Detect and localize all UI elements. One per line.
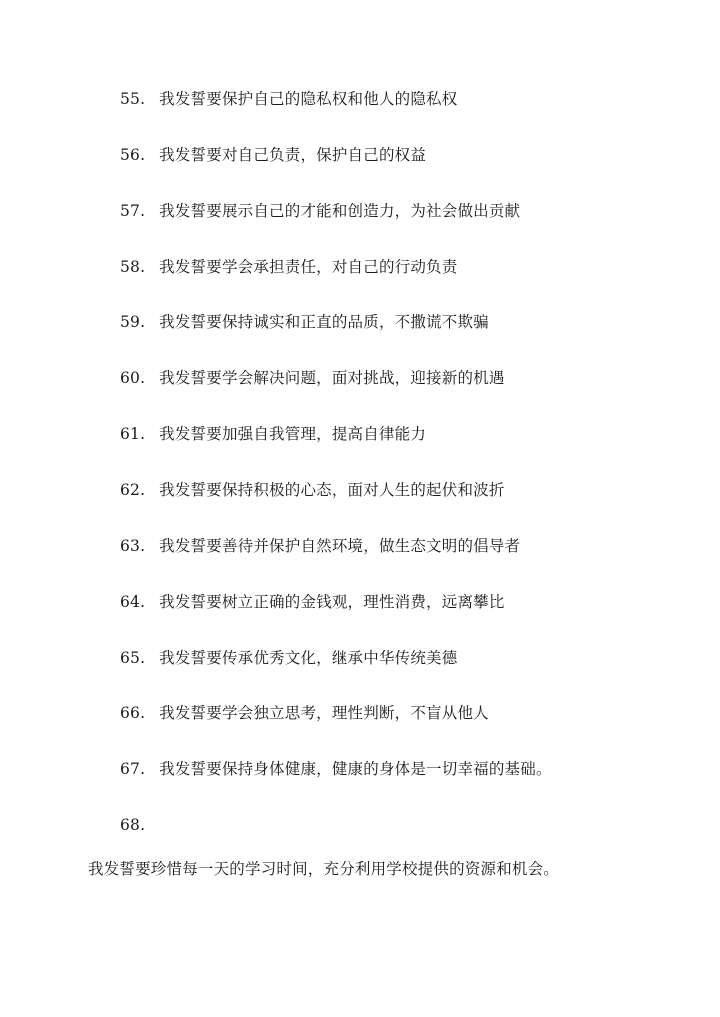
item-number: 66. <box>120 704 146 722</box>
item-text: 我发誓要树立正确的金钱观，理性消费，远离攀比 <box>159 593 505 611</box>
list-item <box>120 257 457 277</box>
item-number: 61. <box>120 425 146 443</box>
item-text: 我发誓要展示自己的才能和创造力，为社会做出贡献 <box>159 202 521 220</box>
item-text: 我发誓要对自己负责，保护自己的权益 <box>159 146 427 164</box>
item-text: 我发誓要保持积极的心态，面对人生的起伏和波折 <box>159 481 505 499</box>
item-number: 60. <box>120 369 146 387</box>
list-item <box>120 703 489 723</box>
list-item <box>120 592 505 612</box>
list-item <box>120 424 426 444</box>
item-text: 我发誓要保护自己的隐私权和他人的隐私权 <box>159 90 458 108</box>
item-number: 58. <box>120 258 146 276</box>
item-text: 我发誓要学会独立思考，理性判断，不盲从他人 <box>159 704 489 722</box>
item-number: 59. <box>120 313 146 331</box>
item-number: 57. <box>120 202 146 220</box>
item-number: 64. <box>120 593 146 611</box>
item-number: 55. <box>120 90 146 108</box>
list-item <box>120 815 154 835</box>
item-number: 68. <box>120 816 146 834</box>
item-text: 我发誓要传承优秀文化，继承中华传统美德 <box>159 649 458 667</box>
list-item <box>120 145 426 165</box>
item-text: 我发誓要学会解决问题，面对挑战，迎接新的机遇 <box>159 369 505 387</box>
list-item <box>120 480 505 500</box>
item-number: 56. <box>120 146 146 164</box>
list-item <box>120 368 505 388</box>
item-number: 65. <box>120 649 146 667</box>
item-text: 我发誓要学会承担责任，对自己的行动负责 <box>159 258 458 276</box>
item-text: 我发誓要善待并保护自然环境，做生态文明的倡导者 <box>159 537 521 555</box>
list-item <box>120 312 489 332</box>
list-item <box>120 201 520 221</box>
item-number: 63. <box>120 537 146 555</box>
item-number: 67. <box>120 760 146 778</box>
list-item <box>120 648 457 668</box>
list-item <box>120 536 520 556</box>
item-text: 我发誓要保持身体健康，健康的身体是一切幸福的基础。 <box>159 760 552 778</box>
item-number: 62. <box>120 481 146 499</box>
paragraph-continuation: 我发誓要珍惜每一天的学习时间，充分利用学校提供的资源和机会。 <box>88 860 560 878</box>
item-text: 我发誓要保持诚实和正直的品质，不撒谎不欺骗 <box>159 313 489 331</box>
list-item <box>120 89 457 109</box>
list-item <box>120 759 552 779</box>
item-text: 我发誓要加强自我管理，提高自律能力 <box>159 425 427 443</box>
